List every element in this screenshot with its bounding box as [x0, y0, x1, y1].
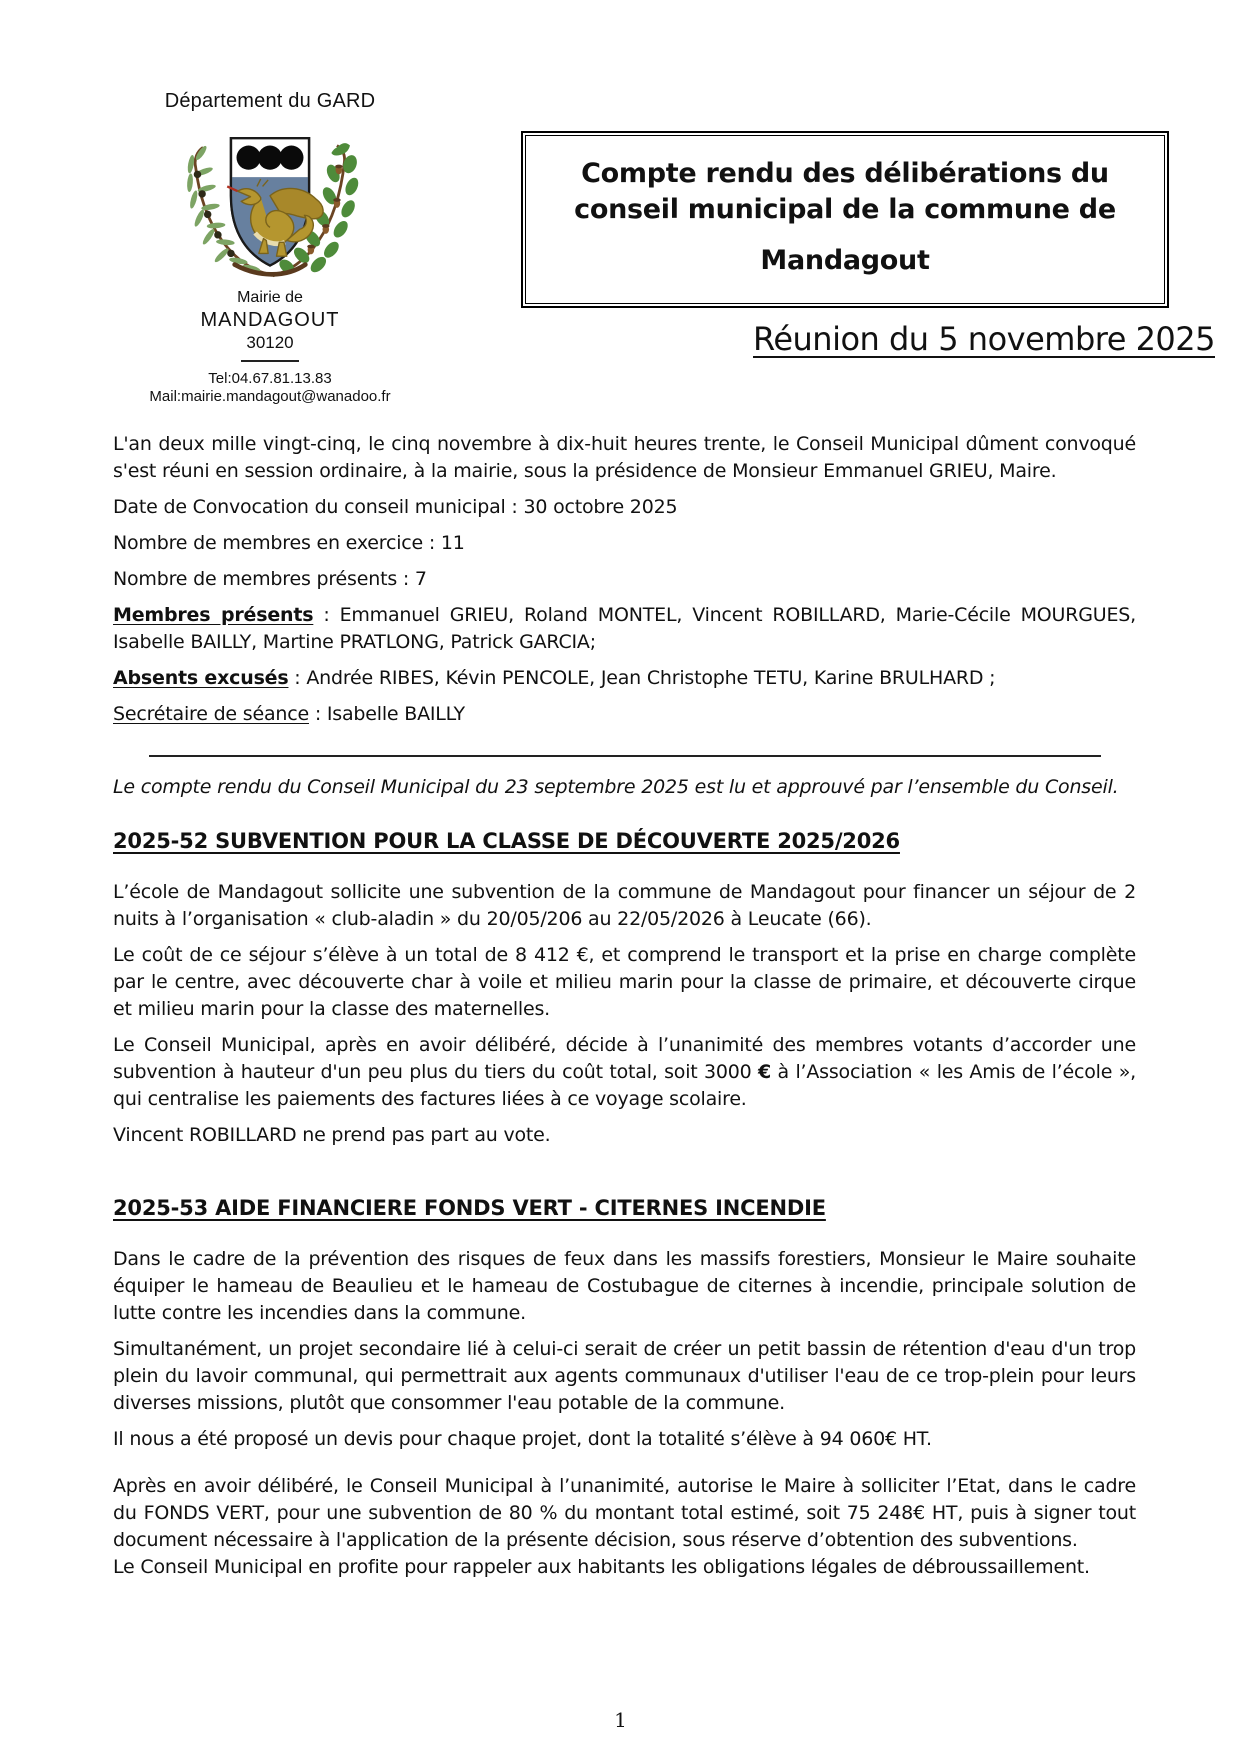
horizontal-divider — [149, 755, 1101, 757]
members-in-office-count: Nombre de membres en exercice : 11 — [113, 532, 465, 554]
secretary-name: : Isabelle BAILLY — [308, 703, 465, 725]
section-52-paragraph: Le coût de ce séjour s’élève à un total de 8 412 €, et comprend le transport et la prise en charge complète par le centre, avec découverte char à voile et milieu marin pour la classe de primaire, et découverte cirque et milieu marin pour la classe des maternelles. — [113, 944, 1136, 1020]
phone-label: Tel:04.67.81.13.83 — [208, 370, 332, 387]
deliberation-text: Le Conseil Municipal, après en avoir délibéré, décide à l’unanimité des membres votants d’accorder une subvention à hauteur d'un peu plus du tiers du coût total, soit 3000 — [113, 1034, 1136, 1083]
document-body — [113, 431, 1136, 1590]
commune-name-label: MANDAGOUT — [200, 309, 340, 331]
section-52-paragraph — [113, 1032, 1136, 1113]
section-53-paragraph: Simultanément, un projet secondaire lié à celui-ci serait de créer un petit bassin de rétention d'eau d'un trop plein du lavoir communal, qui permettrait aux agents communaux d'utiliser l'eau de ce trop-plein pour leurs diverses missions, plutôt que consommer l'eau potable de la commune. — [113, 1338, 1136, 1414]
absents-names: : Andrée RIBES, Kévin PENCOLE, Jean Christophe TETU, Karine BRULHARD ; — [288, 667, 996, 689]
section-52-vote-note: Vincent ROBILLARD ne prend pas part au vote. — [113, 1124, 551, 1146]
department-label: Département du GARD — [164, 90, 376, 112]
section-heading-2025-53: 2025-53 AIDE FINANCIERE FONDS VERT - CITERNES INCENDIE — [113, 1196, 826, 1220]
title-line-2: conseil municipal de la commune de — [574, 194, 1116, 225]
intro-paragraph: L'an deux mille vingt-cinq, le cinq novembre à dix-huit heures trente, le Conseil Municipal dûment convoqué s'est réuni en session ordinaire, à la mairie, sous la présidence de Monsieur Emmanuel GRIEU, Maire. — [113, 433, 1136, 482]
small-divider — [241, 360, 299, 362]
members-present-count: Nombre de membres présents : 7 — [113, 568, 427, 590]
absents-line — [113, 665, 1136, 692]
section-53-reminder: Le Conseil Municipal en profite pour rappeler aux habitants les obligations légales de débroussaillement. — [113, 1556, 1090, 1578]
section-53-paragraph: Il nous a été proposé un devis pour chaque projet, dont la totalité s’élève à 94 060€ HT. — [113, 1428, 932, 1450]
meeting-title: Réunion du 5 novembre 2025 — [753, 320, 1215, 358]
title-line-1: Compte rendu des délibérations du — [581, 158, 1109, 189]
title-box-inner — [525, 135, 1165, 304]
euro-sign-bold: € — [758, 1061, 772, 1083]
section-52-paragraph: L’école de Mandagout sollicite une subvention de la commune de Mandagout pour financer un séjour de 2 nuits à l’organisation « club-aladin » du 20/05/206 au 22/05/2026 à Leucate (66). — [113, 881, 1136, 930]
coat-of-arms-icon — [177, 125, 363, 287]
title-line-3: Mandagout — [760, 245, 930, 276]
secretary-label: Secrétaire de séance — [113, 703, 309, 725]
members-present-names: : Emmanuel GRIEU, Roland MONTEL, Vincent ROBILLARD, Marie-Cécile MOURGUES, Isabelle BAILLY, Martine PRATLONG, Patrick GARCIA; — [113, 604, 1136, 653]
absents-label: Absents excusés — [113, 667, 289, 689]
header-left-block — [118, 90, 422, 406]
members-present-label: Membres présents — [113, 604, 314, 626]
mairie-de-label: Mairie de — [237, 289, 303, 306]
page-number: 1 — [614, 1708, 627, 1732]
postal-code-label: 30120 — [246, 333, 294, 352]
section-53-paragraph: Après en avoir délibéré, le Conseil Municipal à l’unanimité, autorise le Maire à solliciter l’Etat, dans le cadre du FONDS VERT, pour une subvention de 80 % du montant total estimé, soit 75 248€ HT, puis à signer tout document nécessaire à l'application de la présente décision, sous réserve d’obtention des subventions. — [113, 1475, 1136, 1551]
convocation-date: Date de Convocation du conseil municipal : 30 octobre 2025 — [113, 496, 678, 518]
secretary-line — [113, 701, 1136, 728]
section-53-paragraph: Dans le cadre de la prévention des risques de feux dans les massifs forestiers, Monsieur le Maire souhaite équiper le hameau de Beaulieu et le hameau de Costubague de citernes à incendie, principale solution de lutte contre les incendies dans la commune. — [113, 1248, 1136, 1324]
approval-note: Le compte rendu du Conseil Municipal du 23 septembre 2025 est lu et approuvé par l’ensemble du Conseil. — [113, 776, 1119, 798]
section-heading-2025-52: 2025-52 SUBVENTION POUR LA CLASSE DE DÉCOUVERTE 2025/2026 — [113, 829, 900, 853]
title-box — [521, 131, 1169, 308]
email-label: Mail:mairie.mandagout@wanadoo.fr — [149, 388, 391, 405]
members-present-line — [113, 602, 1136, 656]
deliberation-text-end: à l’Association « les Amis de l’école », qui centralise les paiements des factures liées à ce voyage scolaire. — [113, 1061, 1136, 1110]
